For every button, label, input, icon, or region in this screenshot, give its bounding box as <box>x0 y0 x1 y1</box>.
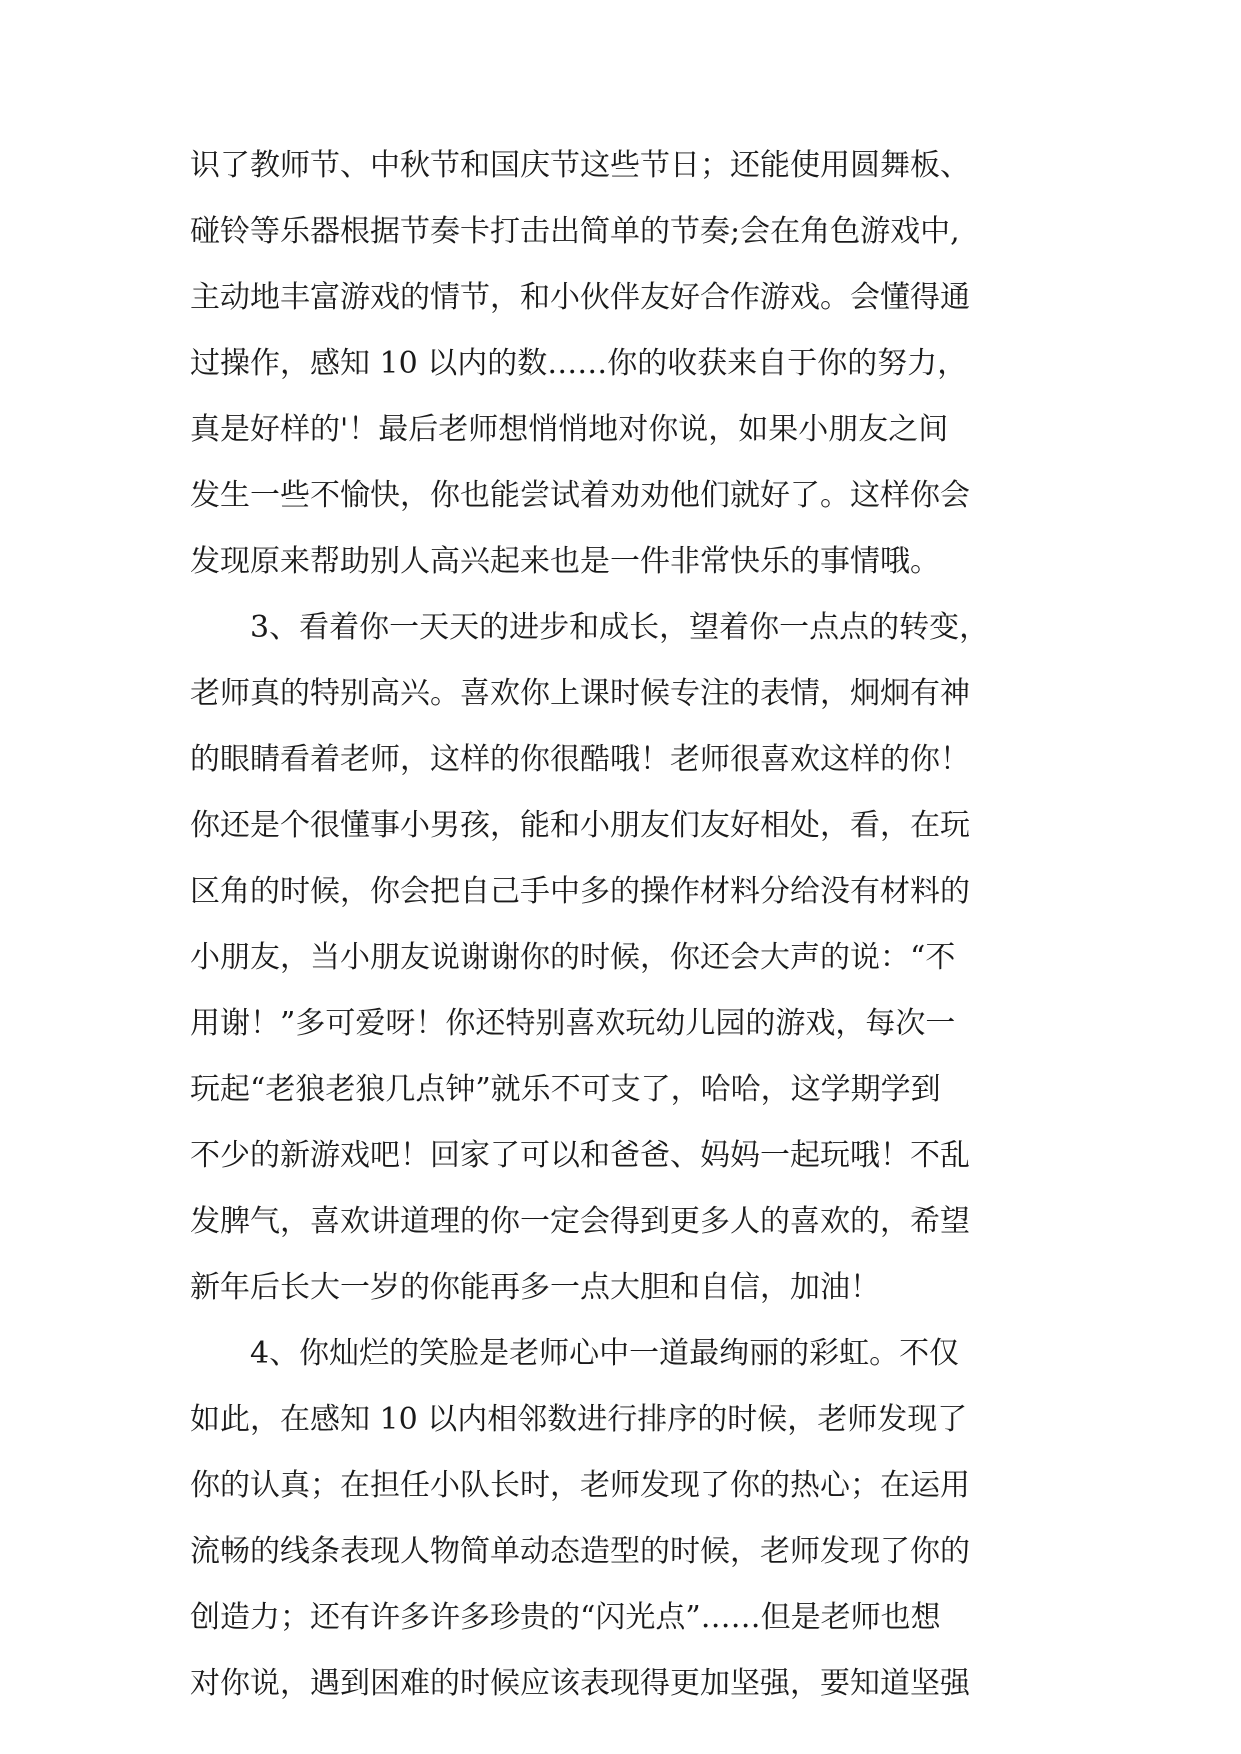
text-line: 你还是个很懂事小男孩，能和小朋友们友好相处，看，在玩 <box>190 808 970 843</box>
text-line: 对你说，遇到困难的时候应该表现得更加坚强，要知道坚强 <box>190 1666 970 1701</box>
text-line: 发现原来帮助别人高兴起来也是一件非常快乐的事情哦。 <box>190 544 940 579</box>
text-line: 你的认真；在担任小队长时，老师发现了你的热心；在运用 <box>190 1468 970 1503</box>
paragraph-start-3: 3、看着你一天天的进步和成长，望着你一点点的转变， <box>190 610 990 645</box>
text-line: 区角的时候，你会把自己手中多的操作材料分给没有材料的 <box>190 874 970 909</box>
text-line: 流畅的线条表现人物简单动态造型的时候，老师发现了你的 <box>190 1534 970 1569</box>
text-line: 用谢！”多可爱呀！你还特别喜欢玩幼儿园的游戏，每次一 <box>190 1006 956 1041</box>
text-line: 老师真的特别高兴。喜欢你上课时候专注的表情，炯炯有神 <box>190 676 970 711</box>
text-line: 小朋友，当小朋友说谢谢你的时候，你还会大声的说：“不 <box>190 940 956 975</box>
text-line: 过操作，感知 10 以内的数……你的收获来自于你的努力， <box>190 346 968 381</box>
text-line: 新年后长大一岁的你能再多一点大胆和自信，加油！ <box>190 1270 880 1305</box>
text-line: 识了教师节、中秋节和国庆节这些节日；还能使用圆舞板、 <box>190 148 970 183</box>
text-line: 如此，在感知 10 以内相邻数进行排序的时候，老师发现了 <box>190 1402 968 1437</box>
text-line: 不少的新游戏吧！回家了可以和爸爸、妈妈一起玩哦！不乱 <box>190 1138 970 1173</box>
paragraph-start-4: 4、你灿烂的笑脸是老师心中一道最绚丽的彩虹。不仅 <box>190 1336 960 1371</box>
text-line: 玩起“老狼老狼几点钟”就乐不可支了，哈哈，这学期学到 <box>190 1072 941 1107</box>
text-line: 的眼睛看着老师，这样的你很酷哦！老师很喜欢这样的你！ <box>190 742 970 777</box>
text-line: 真是好样的'！最后老师想悄悄地对你说，如果小朋友之间 <box>190 412 949 447</box>
text-line: 发脾气，喜欢讲道理的你一定会得到更多人的喜欢的，希望 <box>190 1204 970 1239</box>
text-line: 创造力；还有许多许多珍贵的“闪光点”……但是老师也想 <box>190 1600 941 1635</box>
text-line: 发生一些不愉快，你也能尝试着劝劝他们就好了。这样你会 <box>190 478 970 513</box>
text-line: 主动地丰富游戏的情节，和小伙伴友好合作游戏。会懂得通 <box>190 280 970 315</box>
text-line: 碰铃等乐器根据节奏卡打击出简单的节奏;会在角色游戏中, <box>190 214 960 249</box>
